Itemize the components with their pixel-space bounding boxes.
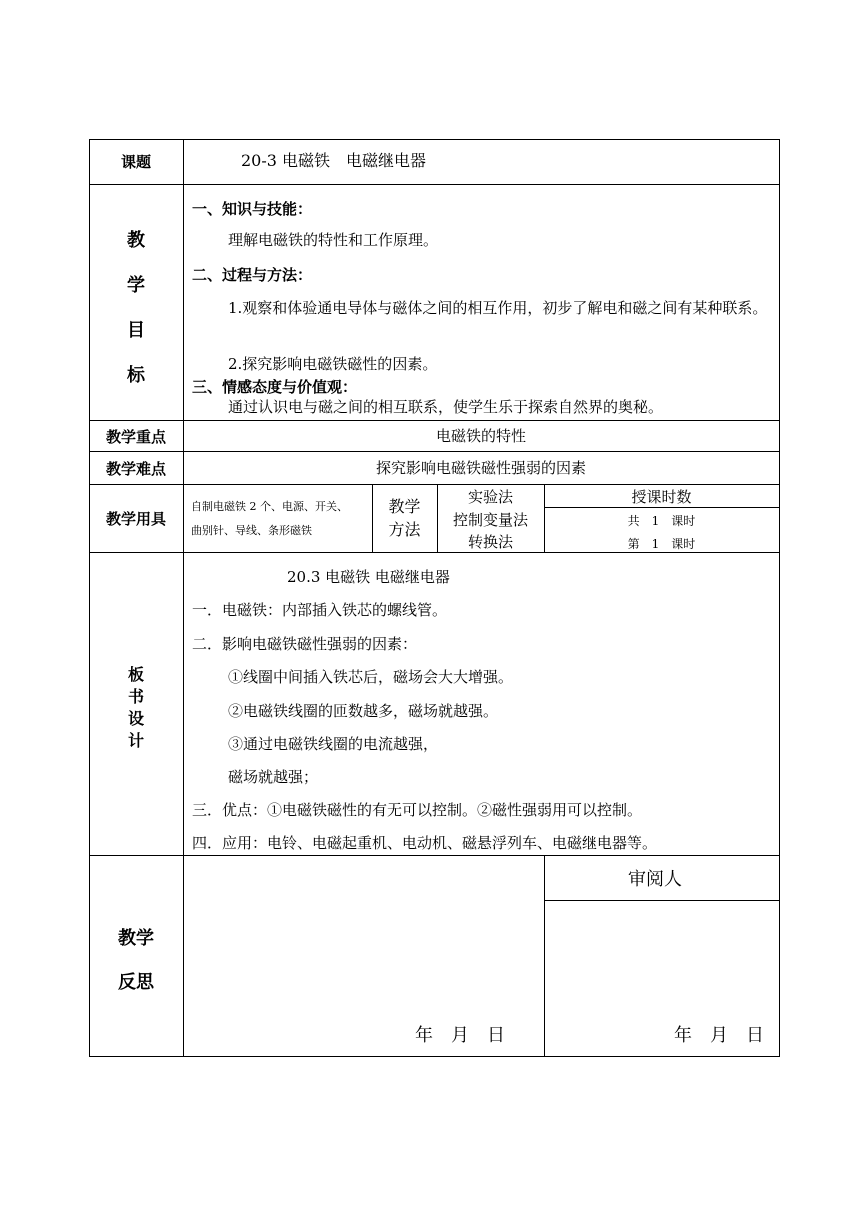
board-line: 二．影响电磁铁磁性强弱的因素： — [192, 635, 418, 653]
key-point-label: 教学重点 — [105, 428, 166, 446]
section2-item2: 2.探究影响电磁铁磁性的因素。 — [228, 355, 438, 373]
method-label-line2: 方法 — [388, 520, 421, 539]
board-line: 磁场就越强； — [228, 768, 319, 786]
section1-text: 理解电磁铁的特性和工作原理。 — [228, 231, 439, 249]
hours-divider — [544, 507, 780, 508]
hours-index: 第 1 课时 — [627, 537, 696, 551]
hours-title: 授课时数 — [631, 488, 692, 506]
column-divider — [183, 139, 184, 1056]
column-divider — [779, 139, 780, 1056]
reflection-label-line1: 教学 — [118, 928, 154, 949]
method-item: 转换法 — [467, 533, 513, 551]
topic-label: 课题 — [120, 153, 151, 171]
objectives-label-char: 目 — [127, 320, 145, 341]
board-line: 一．电磁铁：内部插入铁芯的螺线管。 — [192, 601, 448, 619]
objectives-label-char: 教 — [127, 230, 145, 251]
board-line: ①线圈中间插入铁芯后，磁场会大大增强。 — [228, 668, 514, 686]
board-line: ③通过电磁铁线圈的电流越强， — [228, 735, 439, 753]
section1-title: 一、知识与技能： — [192, 200, 313, 218]
difficulty-value: 探究影响电磁铁磁性强弱的因素 — [375, 459, 586, 477]
section2-title: 二、过程与方法： — [192, 266, 313, 284]
difficulty-label: 教学难点 — [105, 460, 166, 478]
row-divider — [89, 484, 780, 485]
date-left: 年 月 日 — [415, 1025, 505, 1046]
board-label-char: 书 — [127, 687, 144, 706]
method-item: 控制变量法 — [452, 511, 528, 529]
board-label-char: 计 — [127, 731, 144, 750]
key-point-value: 电磁铁的特性 — [435, 427, 526, 445]
reflection-label-line2: 反思 — [118, 972, 154, 993]
tools-items-line1: 自制电磁铁 2 个、电源、开关、 — [191, 500, 348, 513]
board-label-char: 设 — [127, 709, 144, 728]
board-title: 20.3 电磁铁 电磁继电器 — [287, 568, 450, 586]
reviewer-label: 审阅人 — [628, 869, 682, 890]
row-divider — [89, 855, 780, 856]
column-divider — [372, 484, 373, 552]
board-line: 三．优点：①电磁铁磁性的有无可以控制。②磁性强弱用可以控制。 — [192, 801, 643, 819]
topic-title: 20-3 电磁铁 电磁继电器 — [241, 151, 427, 170]
row-divider — [89, 1056, 780, 1057]
row-divider — [89, 552, 780, 553]
board-label-char: 板 — [127, 665, 144, 684]
section3-text: 通过认识电与磁之间的相互联系，使学生乐于探索自然界的奥秘。 — [228, 398, 664, 416]
row-divider — [89, 420, 780, 421]
method-label-line1: 教学 — [388, 497, 421, 516]
tools-items-line2: 曲别针、导线、条形磁铁 — [191, 524, 312, 537]
board-line: ②电磁铁线圈的匝数越多，磁场就越强。 — [228, 702, 499, 720]
board-line: 四．应用：电铃、电磁起重机、电动机、磁悬浮列车、电磁继电器等。 — [192, 834, 658, 852]
row-divider — [89, 184, 780, 185]
method-item: 实验法 — [467, 488, 513, 506]
row-divider — [89, 139, 780, 140]
objectives-label-char: 学 — [127, 275, 145, 296]
section2-item1: 1.观察和体验通电导体与磁体之间的相互作用，初步了解电和磁之间有某种联系。 — [228, 299, 768, 317]
reviewer-divider — [544, 900, 780, 901]
section3-title: 三、情感态度与价值观： — [192, 378, 358, 396]
date-right: 年 月 日 — [674, 1025, 764, 1046]
column-divider — [544, 855, 545, 1056]
tools-label: 教学用具 — [105, 510, 166, 528]
objectives-label-char: 标 — [127, 365, 145, 386]
hours-total: 共 1 课时 — [627, 514, 696, 528]
row-divider — [89, 451, 780, 452]
